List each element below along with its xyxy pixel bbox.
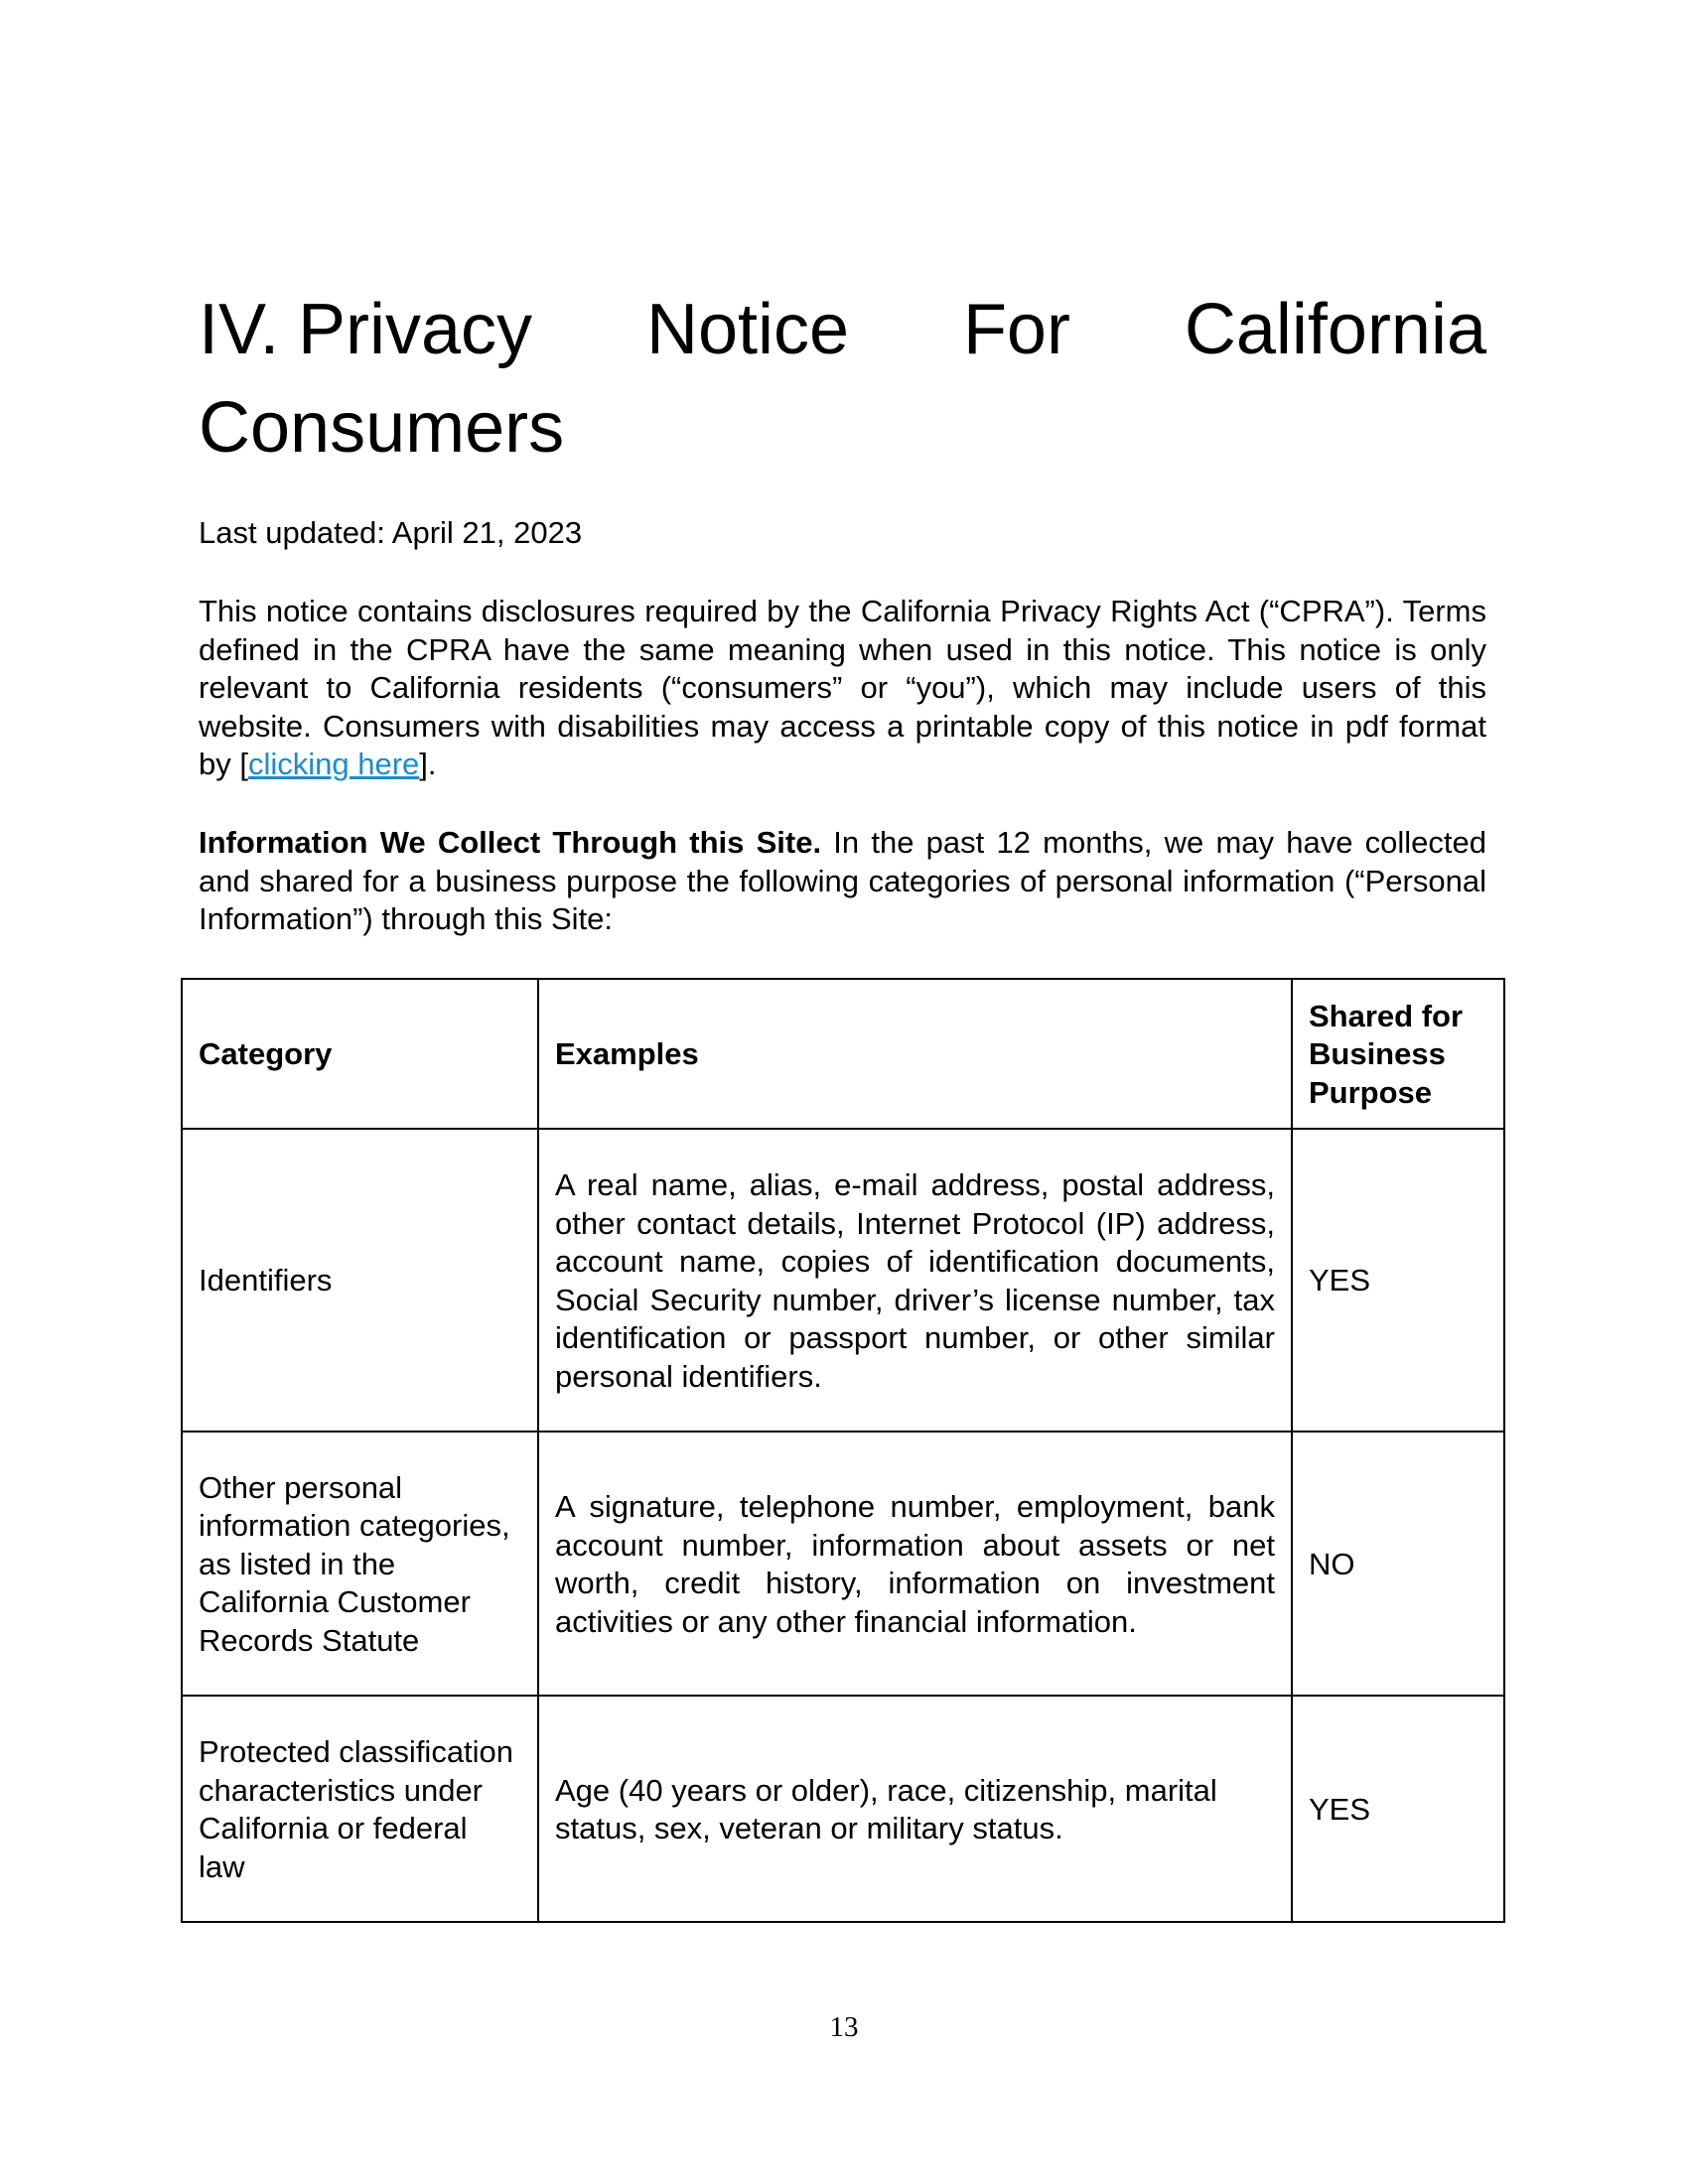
row-examples: A signature, telephone number, employment, bank account number, information about assets or net worth, credit history, information on investment activities or any other financial information.	[538, 1432, 1292, 1696]
heading-line-1	[199, 281, 1486, 379]
heading-word-california: California	[1184, 290, 1486, 369]
heading-word-for: For	[962, 290, 1070, 369]
heading-word-notice: Notice	[645, 290, 850, 369]
categories-table	[181, 978, 1505, 1923]
intro-paragraph	[199, 593, 1486, 784]
heading-line-2: Consumers	[199, 388, 565, 468]
intro-text-end: ].	[419, 747, 437, 782]
row-category: Other personal information categories, as listed in the California Customer Records Statute	[182, 1432, 538, 1696]
collect-lead: Information We Collect Through this Site.	[199, 825, 822, 860]
header-examples: Examples	[538, 979, 1292, 1129]
collect-paragraph	[199, 824, 1486, 939]
pdf-link[interactable]: clicking here	[247, 747, 420, 782]
intro-text: This notice contains disclosures required by the California Privacy Rights Act (“CPRA”). Terms defined in the CPRA have the same meaning when used in this notice. This notice is only relevant to California residents (“consumers” or “you”), which may include users of this website. Consumers with disabilities may access a printable copy of this notice in pdf format by [	[199, 594, 1486, 782]
row-category: Protected classification characteristics under California or federal law	[182, 1696, 538, 1922]
collect-text: In the past 12 months, we may have collected and shared for a business purpose the following categories of personal information (“Personal Information”) through this Site:	[199, 825, 1486, 937]
header-shared: Shared for Business Purpose	[1292, 979, 1504, 1129]
row-examples: A real name, alias, e-mail address, postal address, other contact details, Internet Protocol (IP) address, account name, copies of identification documents, Social Security number, driver’s license number, tax identification or passport number, or other similar personal identifiers.	[538, 1129, 1292, 1432]
row-category: Identifiers	[182, 1129, 538, 1432]
last-updated: Last updated: April 21, 2023	[199, 515, 583, 550]
row-shared: YES	[1292, 1129, 1504, 1432]
table-row	[182, 1696, 1504, 1922]
row-shared: YES	[1292, 1696, 1504, 1922]
section-number: IV.	[199, 290, 280, 369]
heading-first-word	[199, 281, 532, 379]
table-row	[182, 1432, 1504, 1696]
table-header-row	[182, 979, 1504, 1129]
heading-word-privacy: Privacy	[298, 290, 533, 369]
row-shared: NO	[1292, 1432, 1504, 1696]
row-examples: Age (40 years or older), race, citizenship, marital status, sex, veteran or military status.	[538, 1696, 1292, 1922]
table-row	[182, 1129, 1504, 1432]
header-category: Category	[182, 979, 538, 1129]
page-number: 13	[829, 2011, 859, 2043]
page-heading	[199, 281, 1486, 478]
